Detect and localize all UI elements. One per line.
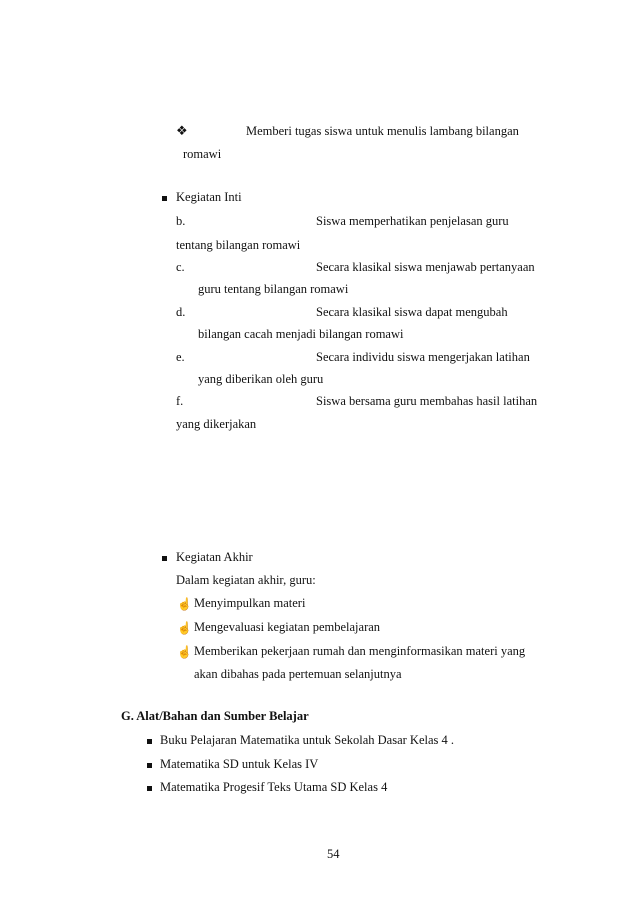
inti-item-c-cont: guru tentang bilangan romawi [198, 282, 349, 296]
inti-item-f-cont: yang dikerjakan [176, 417, 257, 431]
inti-item-f-text: Siswa bersama guru membahas hasil latihan [316, 394, 538, 408]
kegiatan-inti-title: Kegiatan Inti [176, 190, 242, 204]
akhir-item-3-cont: akan dibahas pada pertemuan selanjutnya [194, 667, 402, 681]
inti-item-c-letter: c. [176, 260, 185, 274]
pointing-hand-icon: ☝ [177, 597, 192, 611]
inti-item-f-letter: f. [176, 394, 184, 408]
inti-item-e-letter: e. [176, 350, 185, 364]
pointing-hand-icon: ☝ [177, 621, 192, 635]
akhir-item-2-text: Mengevaluasi kegiatan pembelajaran [194, 620, 381, 634]
reference-item: Buku Pelajaran Matematika untuk Sekolah Dasar Kelas 4 . [160, 733, 455, 747]
kegiatan-akhir-title: Kegiatan Akhir [176, 550, 253, 564]
akhir-item-1-text: Menyimpulkan materi [194, 596, 306, 610]
inti-item-e-cont: yang diberikan oleh guru [198, 372, 324, 386]
inti-item-d-cont: bilangan cacah menjadi bilangan romawi [198, 327, 404, 341]
square-bullet-icon [147, 786, 152, 791]
section-g-heading: G. Alat/Bahan dan Sumber Belajar [121, 709, 309, 723]
intro-item-text: Memberi tugas siswa untuk menulis lambang bilangan [246, 124, 519, 138]
akhir-item-3-text: Memberikan pekerjaan rumah dan menginformasikan materi yang [194, 644, 526, 658]
square-bullet-icon [162, 196, 167, 201]
reference-item: Matematika SD untuk Kelas IV [160, 757, 319, 771]
inti-item-d-text: Secara klasikal siswa dapat mengubah [316, 305, 508, 319]
intro-item-continuation: romawi [183, 147, 222, 161]
square-bullet-icon [147, 763, 152, 768]
kegiatan-akhir-intro: Dalam kegiatan akhir, guru: [176, 573, 316, 587]
pointing-hand-icon: ☝ [177, 645, 192, 659]
square-bullet-icon [162, 556, 167, 561]
reference-item: Matematika Progesif Teks Utama SD Kelas 4 [160, 780, 388, 794]
inti-item-b-cont: tentang bilangan romawi [176, 238, 301, 252]
diamond-bullet-icon: ❖ [176, 123, 188, 138]
inti-item-b-letter: b. [176, 214, 186, 228]
inti-item-b-text: Siswa memperhatikan penjelasan guru [316, 214, 509, 228]
inti-item-c-text: Secara klasikal siswa menjawab pertanyaan [316, 260, 535, 274]
page-number: 54 [327, 847, 340, 861]
inti-item-d-letter: d. [176, 305, 186, 319]
square-bullet-icon [147, 739, 152, 744]
inti-item-e-text: Secara individu siswa mengerjakan latihan [316, 350, 530, 364]
